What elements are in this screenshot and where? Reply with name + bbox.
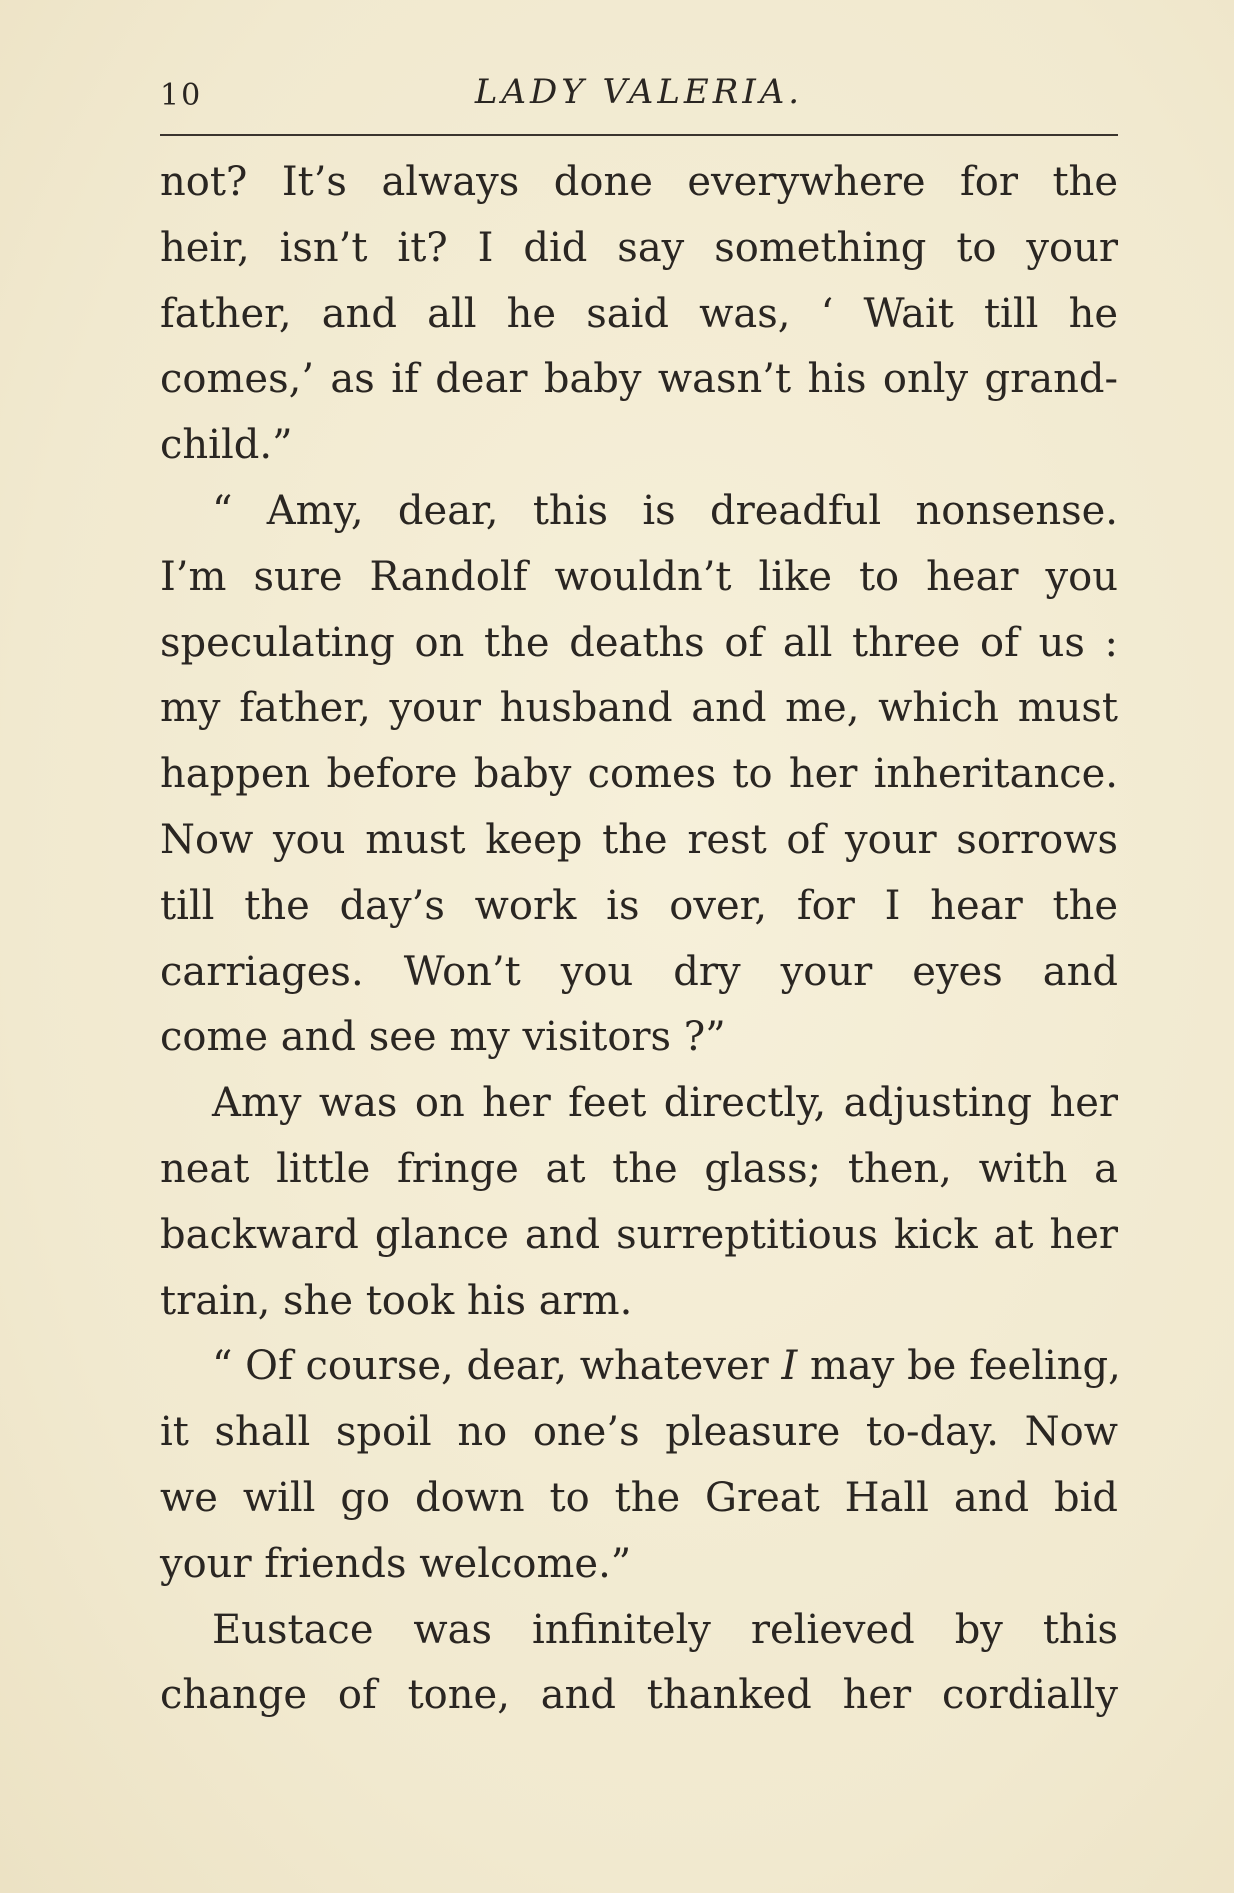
- text-line: train, she took his arm.: [160, 1277, 633, 1324]
- text-line: I’m sure Randolf wouldn’t like to hear you: [160, 553, 1118, 600]
- text-line: come and see my visitors ?”: [160, 1014, 726, 1061]
- text-line: it shall spoil no one’s pleasure to-day. Now: [160, 1409, 1118, 1456]
- text-line: speculating on the deaths of all three of us :: [160, 619, 1118, 666]
- text-line: not? It’s always done everywhere for the: [160, 159, 1118, 205]
- text-line: Eustace was infinitely relieved by this: [212, 1606, 1118, 1653]
- text-line: heir, isn’t it? I did say something to your: [160, 224, 1118, 271]
- text-line: neat little fringe at the glass; then, with a: [160, 1145, 1118, 1192]
- header-rule: [160, 134, 1118, 136]
- text-line: comes,’ as if dear baby wasn’t his only grand-: [160, 356, 1118, 403]
- text-line: Now you must keep the rest of your sorrows: [160, 816, 1118, 863]
- page-header: [160, 72, 1118, 128]
- running-title: LADY VALERIA.: [474, 72, 804, 112]
- text-line: “ Amy, dear, this is dreadful nonsense.: [212, 487, 1118, 534]
- page-number: 10: [160, 78, 203, 113]
- text-line: backward glance and surreptitious kick at her: [160, 1211, 1118, 1258]
- text-line: happen before baby comes to her inheritance.: [160, 751, 1118, 798]
- text-line: my father, your husband and me, which must: [160, 685, 1118, 732]
- text-line: change of tone, and thanked her cordially: [160, 1672, 1118, 1719]
- text-line: your friends welcome.”: [160, 1540, 632, 1587]
- text-line: child.”: [160, 422, 293, 469]
- text-line: “ Of course, dear, whatever I may be feeling,: [212, 1343, 1121, 1390]
- text-line: till the day’s work is over, for I hear the: [160, 882, 1118, 929]
- body-text: [160, 150, 1121, 1729]
- text-line: father, and all he said was, ‘ Wait till he: [160, 290, 1118, 337]
- text-line: Amy was on her feet directly, adjusting her: [212, 1080, 1118, 1127]
- text-line: carriages. Won’t you dry your eyes and: [160, 948, 1118, 995]
- text-line: we will go down to the Great Hall and bid: [160, 1474, 1118, 1521]
